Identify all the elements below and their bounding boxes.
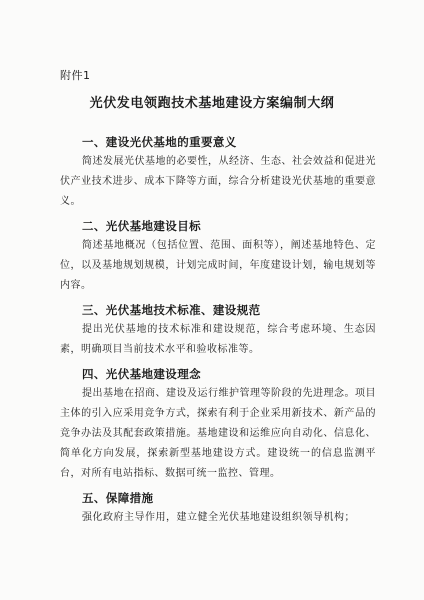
section-heading: 四、光伏基地建设理念 [82,367,201,381]
section-4 [60,364,376,484]
section-paragraph: 提出基地在招商、建设及运行维护管理等阶段的先进理念。项目主体的引入应采用竞争方式，探索有利于企业采用新技术、新产品的竞争办法及其配套政策措施。基地建设和运维应向自动化、信息化、简单化方向发展，探索新型基地建设方式。建设统一的信息监测平台，对所有电站指标、数据可统一监控、管理。 [60,388,376,479]
section-1 [60,132,376,212]
document-body [60,132,376,532]
section-heading: 一、建设光伏基地的重要意义 [82,135,237,149]
attachment-label: 附件1 [60,69,91,82]
section-2 [60,216,376,296]
section-3 [60,300,376,360]
section-paragraph: 简述基地概况（包括位置、范围、面积等），阐述基地特色、定位，以及基地规划规模，计划完成时间，年度建设计划，输电规划等内容。 [60,240,376,291]
section-paragraph: 强化政府主导作用，建立健全光伏基地建设组织领导机构； [82,512,355,523]
document-title: 光伏发电领跑技术基地建设方案编制大纲 [89,96,335,111]
section-heading: 三、光伏基地技术标准、建设规范 [82,303,261,317]
section-paragraph: 提出光伏基地的技术标准和建设规范，综合考虑环境、生态因素，明确项目当前技术水平和验收标准等。 [60,324,376,355]
section-paragraph: 简述发展光伏基地的必要性，从经济、生态、社会效益和促进光伏产业技术进步、成本下降等方面，综合分析建设光伏基地的重要意义。 [60,156,376,207]
section-heading: 五、保障措施 [82,491,154,505]
section-5 [60,488,376,528]
section-heading: 二、光伏基地建设目标 [82,219,201,233]
